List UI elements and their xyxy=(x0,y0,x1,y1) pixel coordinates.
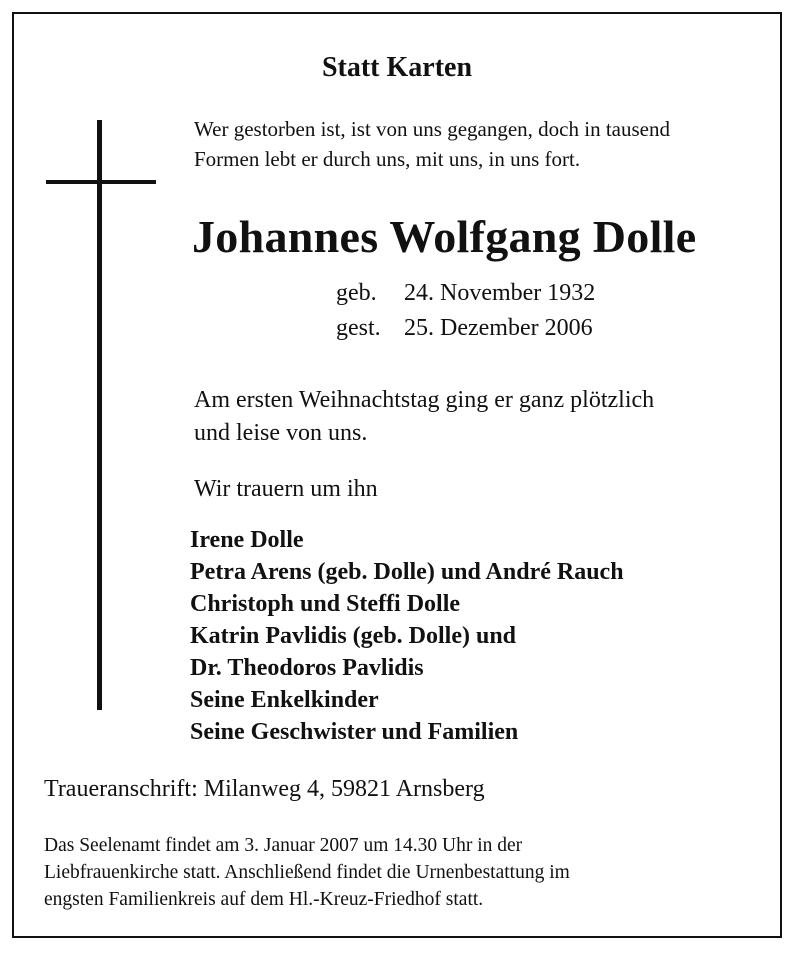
birth-label: geb. xyxy=(336,280,377,306)
announcement-line: Am ersten Weihnachtstag ging er ganz plötzlich xyxy=(194,387,655,413)
death-label: gest. xyxy=(336,315,381,341)
mourning-address: Traueranschrift: Milanweg 4, 59821 Arnsberg xyxy=(44,776,485,802)
birth-date-row xyxy=(336,276,595,311)
mourner: Seine Geschwister und Familien xyxy=(190,719,519,745)
quote-line: Formen lebt er durch uns, mit uns, in uns fort. xyxy=(194,147,581,171)
deceased-name: Johannes Wolfgang Dolle xyxy=(192,211,697,262)
notice-header: Statt Karten xyxy=(321,52,473,83)
death-announcement xyxy=(194,384,654,450)
mourner: Christoph und Steffi Dolle xyxy=(190,591,461,617)
obituary-notice xyxy=(12,12,782,938)
cross-icon xyxy=(97,120,102,710)
mourner: Seine Enkelkinder xyxy=(190,687,379,713)
service-info xyxy=(44,832,570,913)
service-info-line: engsten Familienkreis auf dem Hl.-Kreuz-Friedhof statt. xyxy=(44,889,484,910)
mourner: Dr. Theodoros Pavlidis xyxy=(190,655,424,681)
mourner: Irene Dolle xyxy=(190,527,304,553)
death-date-row xyxy=(336,311,595,346)
life-dates xyxy=(336,276,595,346)
cross-icon-bar xyxy=(46,180,156,184)
memorial-quote xyxy=(194,114,670,174)
mourners-list xyxy=(190,524,624,748)
mourner: Petra Arens (geb. Dolle) und André Rauch xyxy=(190,559,624,585)
announcement-line: und leise von uns. xyxy=(194,420,368,446)
quote-line: Wer gestorben ist, ist von uns gegangen, doch in tausend xyxy=(194,117,670,141)
mourning-line: Wir trauern um ihn xyxy=(194,476,378,502)
mourner: Katrin Pavlidis (geb. Dolle) und xyxy=(190,623,517,649)
birth-date: 24. November 1932 xyxy=(404,280,596,306)
service-info-line: Das Seelenamt findet am 3. Januar 2007 um 14.30 Uhr in der xyxy=(44,835,523,856)
death-date: 25. Dezember 2006 xyxy=(404,315,593,341)
service-info-line: Liebfrauenkirche statt. Anschließend findet die Urnenbestattung im xyxy=(44,862,570,883)
